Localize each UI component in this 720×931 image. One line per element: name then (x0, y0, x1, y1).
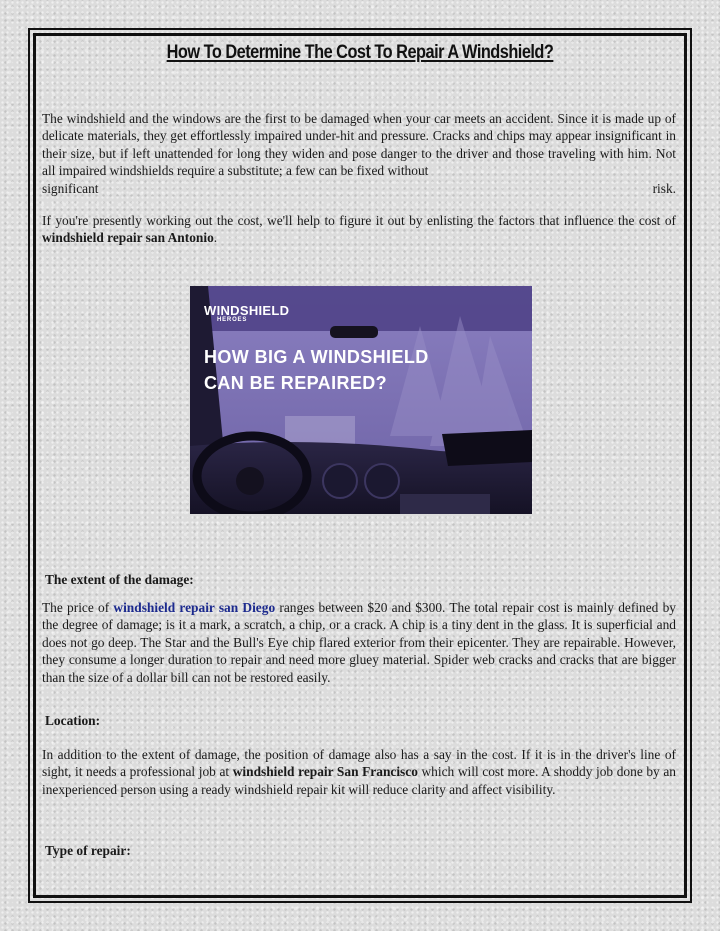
location-text-after: which will cost more. A shoddy job done by an inexperienced person using a ready windshield repair kit will reduce clarity and affect visibility. (42, 764, 676, 797)
type-heading: Type of repair: (45, 843, 131, 858)
intro-last-left: significant (42, 180, 99, 196)
cost-text-after: . (213, 230, 218, 246)
location-heading: Location: (45, 713, 101, 728)
hero-headline (204, 344, 514, 396)
intro-last-line (42, 180, 676, 197)
gauge-right (365, 464, 399, 498)
hero-headline-line1: HOW BIG A WINDSHIELD (204, 347, 429, 367)
dash-screen (442, 430, 532, 466)
brand-logo-text: WINDSHIELD (204, 303, 290, 318)
intro-text: The windshield and the windows are the first to be damaged when your car meets an accident. Since it is made up of delicate materials, they get effortlessly impaired under-hit and pressure. Cracks and chips may appear insignificant in their size, but if left unattended for long they widen and pose danger to the driver and those traveling with him. Not all impaired windshields require a substitute; a few can be fixed without (42, 111, 676, 179)
hero-image (190, 286, 532, 514)
gauge-left (323, 464, 357, 498)
brand-logo-sub: HEROES (217, 317, 248, 323)
rearview-mirror (330, 326, 378, 338)
location-text-before: In addition to the extent of damage, the position of damage also has a say in the cost. If it is in the driver's line of sight, it needs a professional job at (42, 747, 676, 780)
extent-heading: The extent of the damage: (45, 572, 194, 587)
location-paragraph (42, 746, 676, 798)
san-antonio-link[interactable]: windshield repair san Antonio (42, 230, 214, 246)
extent-text-before: The price of (42, 600, 114, 615)
intro-last-right: risk. (652, 180, 676, 196)
cost-text-before: If you're presently working out the cost, we'll help to figure it out by enlisting the factors that influence the cost of (42, 213, 676, 228)
intro-paragraph (42, 110, 676, 197)
san-francisco-link[interactable]: windshield repair San Francisco (232, 764, 418, 780)
center-console (400, 494, 490, 514)
hero-headline-line2: CAN BE REPAIRED? (204, 373, 388, 393)
extent-text-after: ranges between $20 and $300. The total repair cost is mainly defined by the degree of damage; is it a mark, a scratch, a chip, or a crack. A chip is a tiny dent in the glass. It is superficial and does not go deep. The Star and the Bull's Eye chip flared exterior from their epicenter. They are repairable. However, they consume a longer duration to repair and need more gluey material. Spider web cracks and cracks that are bigger than the size of a dollar bill can not be restored easily. (42, 600, 676, 685)
steering-hub (236, 467, 264, 495)
cost-paragraph (42, 212, 676, 247)
page-title: How To Determine The Cost To Repair A Windshield? (166, 42, 554, 63)
extent-paragraph (42, 599, 676, 686)
san-diego-link[interactable]: windshield repair san Diego (113, 600, 276, 615)
